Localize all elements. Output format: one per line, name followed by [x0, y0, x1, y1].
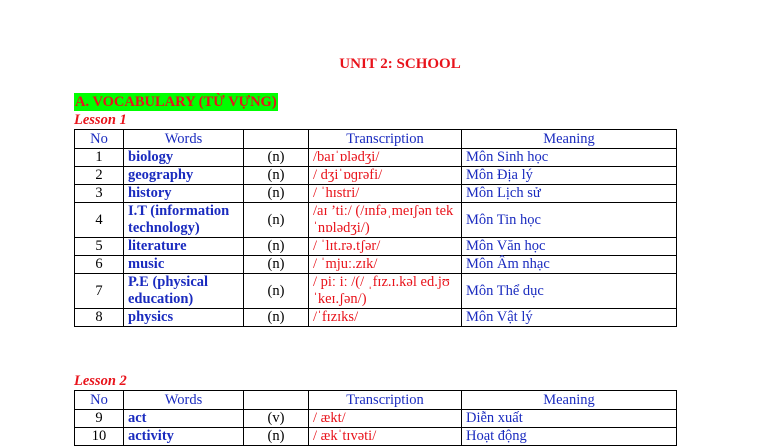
- table-header-row: [75, 130, 677, 149]
- word-cell: biology: [124, 149, 244, 167]
- word-cell: history: [124, 185, 244, 203]
- header-no: No: [75, 391, 124, 410]
- transcription-cell: / ˈhɪstri/: [309, 185, 462, 203]
- meaning-cell: Môn Sinh học: [462, 149, 677, 167]
- table-row: [75, 309, 677, 327]
- table-row: [75, 428, 677, 446]
- meaning-cell: Môn Lịch sử: [462, 185, 677, 203]
- word-cell: literature: [124, 238, 244, 256]
- header-transcription: Transcription: [309, 391, 462, 410]
- lesson-1-table: [74, 129, 677, 327]
- table-row: [75, 149, 677, 167]
- header-meaning: Meaning: [462, 391, 677, 410]
- no-cell: 9: [75, 410, 124, 428]
- transcription-cell: /ˈfɪzɪks/: [309, 309, 462, 327]
- table-row: [75, 238, 677, 256]
- table-row: [75, 274, 677, 309]
- header-meaning: Meaning: [462, 130, 677, 149]
- type-cell: (n): [244, 238, 309, 256]
- section-heading: A. VOCABULARY (TỪ VỰNG): [75, 94, 277, 110]
- word-cell: P.E (physical education): [124, 274, 244, 309]
- table-row: [75, 410, 677, 428]
- lesson-2-label: Lesson 2: [74, 373, 127, 389]
- type-cell: (n): [244, 149, 309, 167]
- unit-title: UNIT 2: SCHOOL: [339, 56, 461, 72]
- type-cell: (n): [244, 167, 309, 185]
- transcription-cell: / ækt/: [309, 410, 462, 428]
- transcription-cell: / ˈmjuː.zɪk/: [309, 256, 462, 274]
- header-words: Words: [124, 391, 244, 410]
- meaning-cell: Môn Tin học: [462, 203, 677, 238]
- table-row: [75, 203, 677, 238]
- no-cell: 6: [75, 256, 124, 274]
- table-row: [75, 256, 677, 274]
- type-cell: (n): [244, 203, 309, 238]
- word-cell: physics: [124, 309, 244, 327]
- no-cell: 5: [75, 238, 124, 256]
- type-cell: (v): [244, 410, 309, 428]
- header-no: No: [75, 130, 124, 149]
- table-header-row: [75, 391, 677, 410]
- table-row: [75, 185, 677, 203]
- meaning-cell: Môn Địa lý: [462, 167, 677, 185]
- transcription-cell: / ækˈtɪvəti/: [309, 428, 462, 446]
- transcription-cell: / ˈlɪt.rə.tʃər/: [309, 238, 462, 256]
- no-cell: 8: [75, 309, 124, 327]
- header-words: Words: [124, 130, 244, 149]
- header-type: [244, 130, 309, 149]
- meaning-cell: Môn Văn học: [462, 238, 677, 256]
- type-cell: (n): [244, 428, 309, 446]
- no-cell: 10: [75, 428, 124, 446]
- meaning-cell: Môn Âm nhạc: [462, 256, 677, 274]
- no-cell: 3: [75, 185, 124, 203]
- word-cell: I.T (information technology): [124, 203, 244, 238]
- meaning-cell: Môn Thể dục: [462, 274, 677, 309]
- meaning-cell: Diễn xuất: [462, 410, 677, 428]
- table-row: [75, 167, 677, 185]
- word-cell: geography: [124, 167, 244, 185]
- header-transcription: Transcription: [309, 130, 462, 149]
- no-cell: 7: [75, 274, 124, 309]
- meaning-cell: Môn Vật lý: [462, 309, 677, 327]
- transcription-cell: / dʒiˈɒɡrəfi/: [309, 167, 462, 185]
- type-cell: (n): [244, 185, 309, 203]
- type-cell: (n): [244, 274, 309, 309]
- no-cell: 1: [75, 149, 124, 167]
- transcription-cell: / piː iː /(/ ˌfɪz.ɪ.kəl ed.jʊˈkeɪ.ʃən/): [309, 274, 462, 309]
- transcription-cell: /aɪ ’tiː/ (/ɪnfəˌmeɪʃən tekˈnɒlədʒi/): [309, 203, 462, 238]
- header-type: [244, 391, 309, 410]
- meaning-cell: Hoạt động: [462, 428, 677, 446]
- word-cell: music: [124, 256, 244, 274]
- lesson-1-label: Lesson 1: [74, 112, 127, 128]
- no-cell: 4: [75, 203, 124, 238]
- transcription-cell: /baɪˈɒlədʒi/: [309, 149, 462, 167]
- type-cell: (n): [244, 256, 309, 274]
- type-cell: (n): [244, 309, 309, 327]
- lesson-2-table: [74, 390, 677, 446]
- word-cell: act: [124, 410, 244, 428]
- no-cell: 2: [75, 167, 124, 185]
- word-cell: activity: [124, 428, 244, 446]
